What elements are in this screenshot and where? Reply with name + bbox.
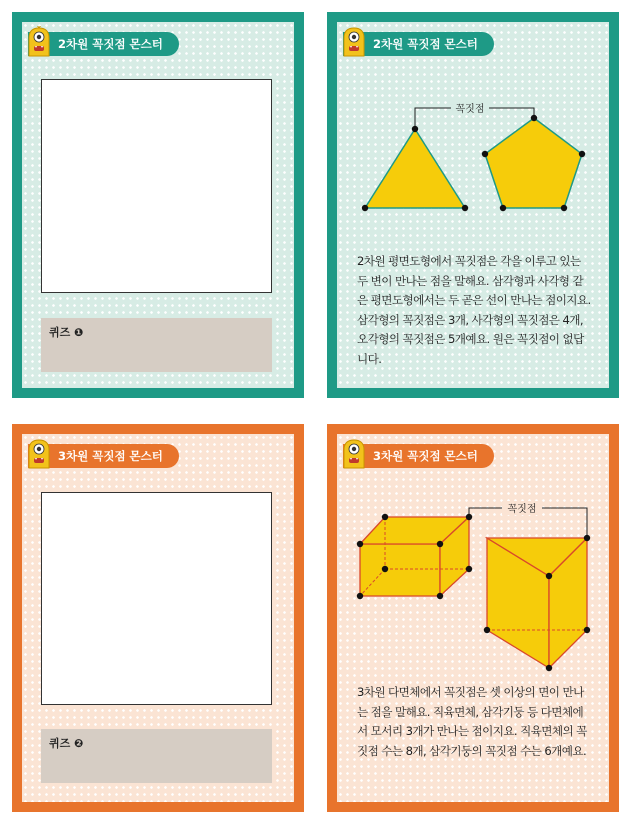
vertex-label: 꼭짓점: [507, 504, 537, 515]
prism-shape: [487, 538, 587, 668]
pentagon-shape: [485, 118, 582, 208]
quiz-label: 퀴즈 ❶: [49, 326, 84, 339]
card-title-tag: 2차원 꼭짓점 몬스터: [343, 32, 494, 56]
card-title-tag: 3차원 꼭짓점 몬스터: [343, 444, 494, 468]
card-3d-quiz: [12, 424, 304, 812]
photo-frame: [41, 492, 272, 705]
quiz-box: [41, 318, 272, 372]
card-3d-info: [327, 424, 619, 812]
quiz-box: [41, 729, 272, 783]
card-2d-info: [327, 12, 619, 398]
description-text: 2차원 평면도형에서 꼭짓점은 각을 이루고 있는 두 변이 만나는 점을 말해요. 삼각형과 사각형 같은 평면도형에서는 두 곧은 선이 만나는 점이지요. 삼각형의 꼭짓점은 3개, 사각형의 꼭짓점은 4개, 오각형의 꼭짓점은 5개예요. 원은 꼭짓점이 없답니다.: [357, 254, 591, 366]
card-title-tag: 2차원 꼭짓점 몬스터: [28, 32, 179, 56]
vertex-label: 꼭짓점: [455, 104, 485, 115]
monster-icon: [26, 26, 52, 58]
cuboid-shape: [360, 517, 469, 596]
photo-frame: [41, 79, 272, 293]
monster-icon: [26, 438, 52, 470]
card-title-tag: 3차원 꼭짓점 몬스터: [28, 444, 179, 468]
triangle-shape: [365, 129, 465, 208]
polyhedron-diagram: [327, 424, 619, 684]
polygon-diagram: [327, 12, 619, 242]
quiz-label: 퀴즈 ❷: [49, 737, 84, 750]
card-2d-quiz: [12, 12, 304, 398]
description-text: 3차원 다면체에서 꼭짓점은 셋 이상의 면이 만나는 점을 말해요. 직육면체, 삼각기둥 등 다면체에서 모서리 3개가 만나는 점이지요. 직육면체의 꼭짓점 수는 8개, 삼각기둥의 꼭짓점 수는 6개예요.: [357, 685, 587, 758]
